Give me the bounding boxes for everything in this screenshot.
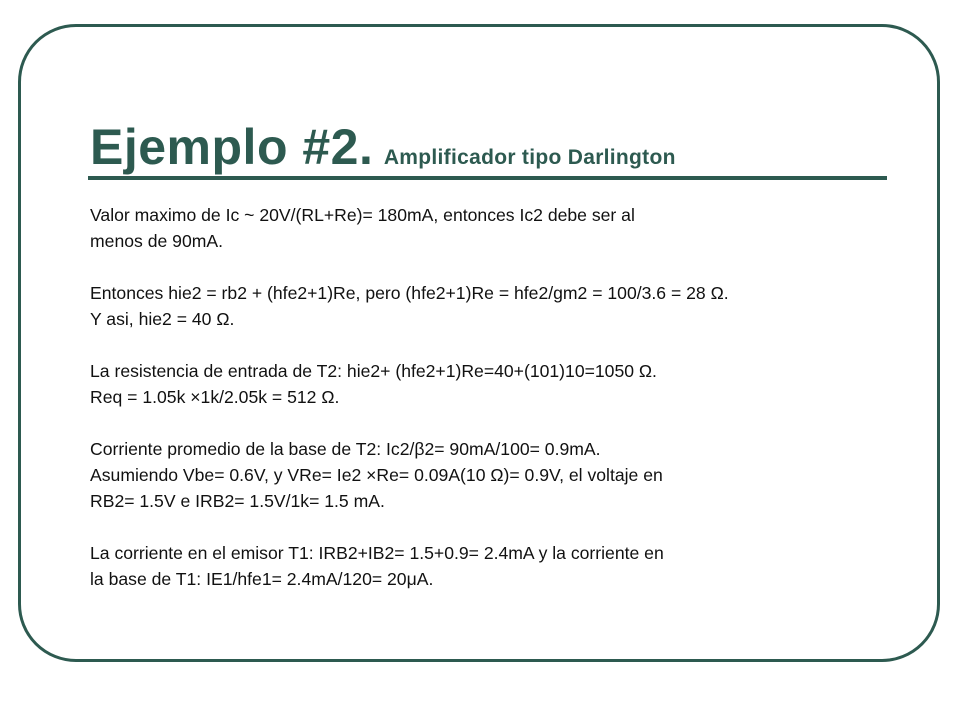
body-line: La resistencia de entrada de T2: hie2+ (hfe2+1)Re=40+(101)10=1050 Ω. [90,361,657,381]
paragraph-hie2 [90,280,910,332]
paragraph-emitter-current-t1 [90,540,910,592]
body-line: Valor maximo de Ic ~ 20V/(RL+Re)= 180mA, entonces Ic2 debe ser al [90,205,635,225]
body-line: Req = 1.05k ×1k/2.05k = 512 Ω. [90,387,340,407]
body-line: Corriente promedio de la base de T2: Ic2/β2= 90mA/100= 0.9mA. [90,439,601,459]
slide-title-line [90,118,676,176]
body-line: Y asi, hie2 = 40 Ω. [90,309,235,329]
slide-title: Ejemplo #2. [90,119,374,175]
body-line: Entonces hie2 = rb2 + (hfe2+1)Re, pero (hfe2+1)Re = hfe2/gm2 = 100/3.6 = 28 Ω. [90,283,729,303]
title-underline [88,176,887,180]
body-line: RB2= 1.5V e IRB2= 1.5V/1k= 1.5 mA. [90,491,385,511]
body-line: la base de T1: IE1/hfe1= 2.4mA/120= 20μA. [90,569,434,589]
body-line: Asumiendo Vbe= 0.6V, y VRe= Ie2 ×Re= 0.09A(10 Ω)= 0.9V, el voltaje en [90,465,663,485]
body-line: La corriente en el emisor T1: IRB2+IB2= 1.5+0.9= 2.4mA y la corriente en [90,543,664,563]
body-line: menos de 90mA. [90,231,224,251]
paragraph-base-current-t2 [90,436,910,514]
slide-subtitle: Amplificador tipo Darlington [383,146,676,169]
slide-body [90,202,910,592]
paragraph-input-resistance [90,358,910,410]
paragraph-max-current [90,202,910,254]
